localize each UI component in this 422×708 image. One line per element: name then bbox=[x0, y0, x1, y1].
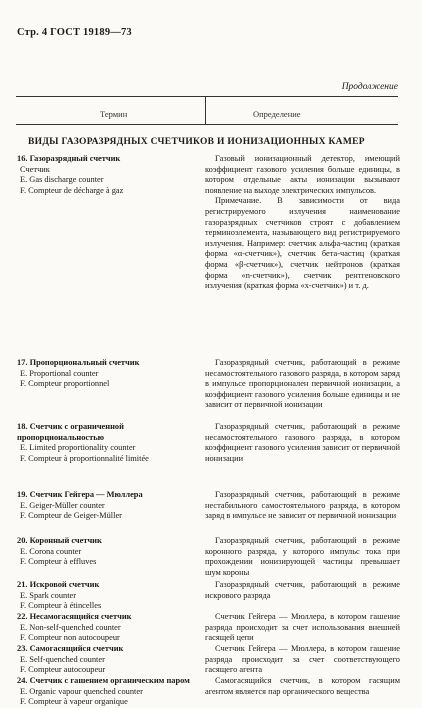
term-line: F. Compteur à proportionnalité limitée bbox=[20, 453, 149, 463]
term-entry-17 bbox=[17, 358, 207, 390]
term-line: F. Compteur de Geiger-Müller bbox=[20, 511, 122, 521]
term-line: F. Compteur à étincelles bbox=[20, 601, 102, 611]
term-title: 20. Коронный счетчик bbox=[17, 536, 102, 545]
section-title: ВИДЫ ГАЗОРАЗРЯДНЫХ СЧЕТЧИКОВ И ИОНИЗАЦИОННЫХ КАМЕР bbox=[28, 137, 365, 147]
term-title: 22. Несамогасящийся счетчик bbox=[17, 612, 132, 621]
table-top-rule bbox=[16, 96, 398, 97]
term-line: E. Non-self-quenched counter bbox=[20, 622, 121, 632]
definition-text: Газоразрядный счетчик, работающий в режиме нестабильного самостоятельного разряда, в котором заряд в импульсе не зависит от первичной ионизации bbox=[205, 490, 400, 521]
definition-text: Газоразрядный счетчик, работающий в режиме коронного разряда, у которого импульс тока при прохождении ионизирующей частицы превышает шум короны bbox=[205, 536, 400, 577]
term-line: F. Compteur à effluves bbox=[20, 557, 97, 567]
definition-23 bbox=[205, 644, 400, 676]
table-header-rule bbox=[16, 124, 398, 125]
term-title: 16. Газоразрядный счетчик bbox=[17, 154, 121, 163]
definition-text: Газовый ионизационный детектор, имеющий коэффициент газового усиления больше единицы, в котором отдельные акты ионизации вызывают появление на выходе электрических импульсов. bbox=[205, 154, 400, 195]
term-entry-22 bbox=[17, 612, 207, 644]
definition-text: Газоразрядный счетчик, работающий в режиме несамостоятельного газового разряда, в котором коэффициент газового усиления зависит от первичной ионизации bbox=[205, 422, 400, 463]
term-line: E. Gas discharge counter bbox=[20, 175, 104, 185]
term-line: F. Compteur à vapeur organique bbox=[20, 697, 128, 707]
term-line: E. Limited proportionality counter bbox=[20, 443, 136, 453]
definition-text: Самогасящийся счетчик, в котором гасящим агентом является пар органического вещества bbox=[205, 676, 400, 696]
definition-text: Счетчик Гейгера — Мюллера, в котором гашение разряда происходит за счет соответствующего гасящего агента bbox=[205, 644, 400, 675]
term-line: E. Geiger-Müller counter bbox=[20, 500, 105, 510]
definition-text: Газоразрядный счетчик, работающий в режиме искрового разряда bbox=[205, 580, 400, 600]
term-line: F. Compteur autocoupeur bbox=[20, 665, 106, 675]
definition-text: Газоразрядный счетчик, работающий в режиме несамостоятельного газового разряда, в котором заряд в импульсе пропорционален первичной ионизации, а коэффициент газового усиления больше единицы и не зависит от первичной ионизации bbox=[205, 358, 400, 410]
term-entry-16 bbox=[17, 154, 207, 196]
continuation-label: Продолжение bbox=[341, 82, 398, 92]
term-entry-21 bbox=[17, 580, 207, 612]
column-header-definition: Определение bbox=[253, 109, 301, 119]
term-line: E. Self-quenched counter bbox=[20, 654, 105, 664]
term-title: 21. Искровой счетчик bbox=[17, 580, 100, 589]
term-entry-18 bbox=[17, 422, 207, 464]
definition-18 bbox=[205, 422, 400, 464]
definition-text: Счетчик Гейгера — Мюллера, в котором гашение разряда происходит за счет использования внешней гасящей цепи bbox=[205, 612, 400, 643]
term-line: E. Corona counter bbox=[20, 546, 82, 556]
term-title: 19. Счетчик Гейгера — Мюллера bbox=[17, 490, 143, 499]
term-entry-20 bbox=[17, 536, 207, 568]
definition-note: Примечание. В зависимости от вида регистрируемого излучения наименование газоразрядных счетчиков строят с добавлением терминоэлемента, называющего вид регистрируемого излучения. Например: счетчик альфа-частиц (краткая форма «α-счетчик»), счетчик бета-частиц (краткая форма «β-счетчик»), счетчик нейтронов (краткая форма «n-счетчик»), счетчик рентгеновского излучения (краткая форма «х-счетчик») и т. д. bbox=[205, 196, 400, 291]
column-divider bbox=[205, 96, 206, 124]
definition-16 bbox=[205, 154, 400, 292]
definition-17 bbox=[205, 358, 400, 411]
definition-20 bbox=[205, 536, 400, 578]
definition-24 bbox=[205, 676, 400, 697]
term-entry-19 bbox=[17, 490, 207, 522]
definition-21 bbox=[205, 580, 400, 601]
definition-19 bbox=[205, 490, 400, 522]
page-header: Стр. 4 ГОСТ 19189—73 bbox=[17, 27, 132, 38]
term-line: Счетчик bbox=[20, 164, 50, 174]
term-title: 24. Счетчик с гашением органическим паром bbox=[17, 676, 190, 685]
term-title: 17. Пропорциональный счетчик bbox=[17, 358, 140, 367]
term-line: E. Spark counter bbox=[20, 590, 77, 600]
term-line: F. Compteur de décharge à gaz bbox=[20, 185, 124, 195]
term-title: 18. Счетчик с ограниченной пропорциональностью bbox=[17, 422, 124, 442]
term-title: 23. Самогасящийся счетчик bbox=[17, 644, 124, 653]
term-line: E. Proportional counter bbox=[20, 368, 99, 378]
term-line: F. Compteur non autocoupeur bbox=[20, 633, 120, 643]
definition-22 bbox=[205, 612, 400, 644]
column-header-term: Термин bbox=[100, 109, 128, 119]
term-entry-24 bbox=[17, 676, 207, 708]
term-line: F. Compteur proportionnel bbox=[20, 379, 110, 389]
term-line: E. Organic vapour quenched counter bbox=[20, 686, 143, 696]
term-entry-23 bbox=[17, 644, 207, 676]
